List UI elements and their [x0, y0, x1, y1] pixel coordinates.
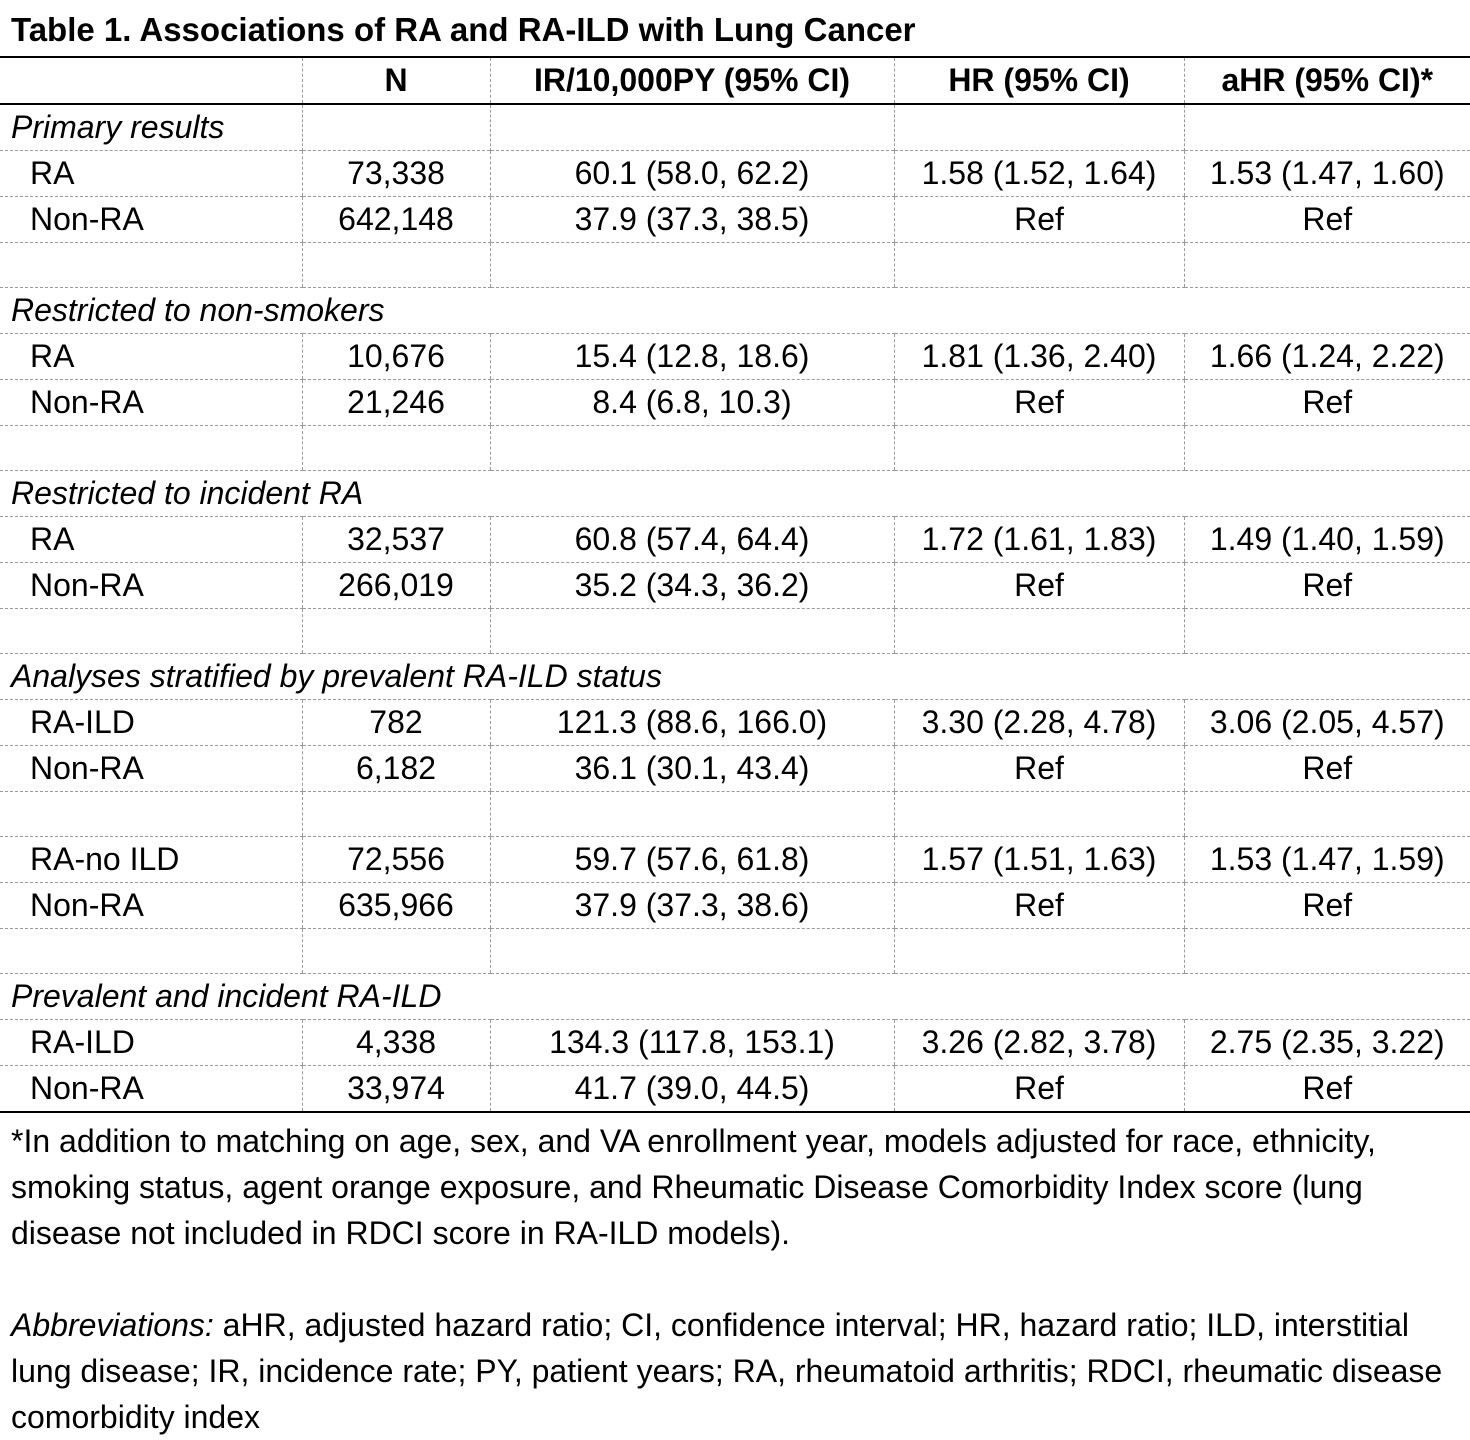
section-label: Prevalent and incident RA-ILD: [11, 978, 442, 1014]
table-row: [0, 883, 1470, 929]
cell-ahr: Ref: [1184, 746, 1470, 792]
cell-ahr: Ref: [1184, 883, 1470, 929]
empty-cell: [490, 792, 894, 837]
table-row: [0, 334, 1470, 380]
empty-cell: [0, 243, 302, 288]
cell-ir: 35.2 (34.3, 36.2): [490, 563, 894, 609]
cell-hr: Ref: [894, 563, 1184, 609]
cell-ahr: Ref: [1184, 380, 1470, 426]
row-label: Non-RA: [0, 746, 302, 792]
empty-cell: [894, 792, 1184, 837]
empty-cell: [894, 426, 1184, 471]
cell-ahr: 2.75 (2.35, 3.22): [1184, 1020, 1470, 1066]
empty-cell: [1184, 609, 1470, 654]
cell-hr: 1.72 (1.61, 1.83): [894, 517, 1184, 563]
row-label: Non-RA: [0, 1066, 302, 1113]
header-cell-ahr: aHR (95% CI)*: [1184, 57, 1470, 104]
cell-ahr: Ref: [1184, 197, 1470, 243]
spacer-row: [0, 609, 1470, 654]
cell-ir: 60.8 (57.4, 64.4): [490, 517, 894, 563]
table-footnote: *In addition to matching on age, sex, and VA enrollment year, models adjusted for race, ethnicity, smoking status, agent orange exposure, and Rheumatic Disease Comorbidity Index score (lung disease not included in RDCI score in RA-ILD models).: [11, 1123, 1376, 1251]
section-row: [0, 974, 1470, 1020]
empty-cell: [490, 243, 894, 288]
spacer-row: [0, 243, 1470, 288]
table-row: [0, 1020, 1470, 1066]
empty-cell: [0, 792, 302, 837]
table-title: Table 1. Associations of RA and RA-ILD with Lung Cancer: [11, 11, 916, 48]
table-row: [0, 563, 1470, 609]
row-label: RA: [0, 517, 302, 563]
empty-cell: [894, 104, 1184, 151]
table-row: [0, 1066, 1470, 1113]
empty-cell: [1184, 471, 1470, 517]
cell-ir: 60.1 (58.0, 62.2): [490, 151, 894, 197]
empty-cell: [1184, 792, 1470, 837]
row-label: Non-RA: [0, 563, 302, 609]
section-row: [0, 471, 1470, 517]
row-label: Non-RA: [0, 380, 302, 426]
cell-n: 72,556: [302, 837, 490, 883]
abbreviations-text: aHR, adjusted hazard ratio; CI, confidence interval; HR, hazard ratio; ILD, interstitial lung disease; IR, incidence rate; PY, patient years; RA, rheumatoid arthritis; RDCI, rheumatic disease comorbidity index: [11, 1307, 1443, 1435]
table-row: [0, 837, 1470, 883]
empty-cell: [490, 288, 894, 334]
cell-n: 10,676: [302, 334, 490, 380]
header-cell-ir: IR/10,000PY (95% CI): [490, 57, 894, 104]
cell-n: 635,966: [302, 883, 490, 929]
spacer-row: [0, 426, 1470, 471]
cell-n: 642,148: [302, 197, 490, 243]
cell-ir: 41.7 (39.0, 44.5): [490, 1066, 894, 1113]
cell-ir: 59.7 (57.6, 61.8): [490, 837, 894, 883]
empty-cell: [302, 243, 490, 288]
empty-cell: [1184, 929, 1470, 974]
cell-ahr: 1.66 (1.24, 2.22): [1184, 334, 1470, 380]
cell-hr: 1.58 (1.52, 1.64): [894, 151, 1184, 197]
header-cell-hr: HR (95% CI): [894, 57, 1184, 104]
empty-cell: [0, 609, 302, 654]
table-row: [0, 517, 1470, 563]
section-row: [0, 104, 1470, 151]
empty-cell: [490, 609, 894, 654]
abbreviations-lead: Abbreviations:: [11, 1307, 214, 1343]
empty-cell: [302, 792, 490, 837]
empty-cell: [1184, 288, 1470, 334]
row-label: RA-ILD: [0, 1020, 302, 1066]
cell-ahr: 1.49 (1.40, 1.59): [1184, 517, 1470, 563]
empty-cell: [0, 426, 302, 471]
table-row: [0, 380, 1470, 426]
empty-cell: [1184, 426, 1470, 471]
cell-hr: Ref: [894, 883, 1184, 929]
abbreviations-note: [11, 1302, 1461, 1440]
cell-n: 73,338: [302, 151, 490, 197]
empty-cell: [302, 609, 490, 654]
header-cell-label: [0, 57, 302, 104]
cell-ir: 8.4 (6.8, 10.3): [490, 380, 894, 426]
cell-hr: Ref: [894, 1066, 1184, 1113]
cell-ir: 121.3 (88.6, 166.0): [490, 700, 894, 746]
section-label: Restricted to incident RA: [11, 475, 364, 511]
empty-cell: [302, 929, 490, 974]
section-label: Restricted to non-smokers: [11, 292, 385, 328]
row-label: RA-ILD: [0, 700, 302, 746]
cell-hr: 3.26 (2.82, 3.78): [894, 1020, 1184, 1066]
empty-cell: [1184, 243, 1470, 288]
cell-hr: 3.30 (2.28, 4.78): [894, 700, 1184, 746]
spacer-row: [0, 792, 1470, 837]
empty-cell: [1184, 654, 1470, 700]
row-label: Non-RA: [0, 883, 302, 929]
section-label: Analyses stratified by prevalent RA-ILD status: [11, 658, 662, 694]
spacer-row: [0, 929, 1470, 974]
empty-cell: [1184, 104, 1470, 151]
row-label: RA: [0, 334, 302, 380]
cell-hr: Ref: [894, 380, 1184, 426]
cell-ir: 134.3 (117.8, 153.1): [490, 1020, 894, 1066]
cell-ir: 36.1 (30.1, 43.4): [490, 746, 894, 792]
cell-ahr: 1.53 (1.47, 1.60): [1184, 151, 1470, 197]
cell-ahr: 1.53 (1.47, 1.59): [1184, 837, 1470, 883]
table-row: [0, 746, 1470, 792]
row-label: Non-RA: [0, 197, 302, 243]
empty-cell: [894, 654, 1184, 700]
empty-cell: [894, 974, 1184, 1020]
empty-cell: [490, 974, 894, 1020]
row-label: RA-no ILD: [0, 837, 302, 883]
cell-n: 21,246: [302, 380, 490, 426]
cell-n: 32,537: [302, 517, 490, 563]
empty-cell: [302, 104, 490, 151]
row-label: RA: [0, 151, 302, 197]
table-row: [0, 151, 1470, 197]
cell-hr: Ref: [894, 197, 1184, 243]
empty-cell: [0, 929, 302, 974]
empty-cell: [894, 929, 1184, 974]
cell-n: 6,182: [302, 746, 490, 792]
cell-ir: 37.9 (37.3, 38.6): [490, 883, 894, 929]
table-row: [0, 197, 1470, 243]
header-row: [0, 57, 1470, 104]
results-table: [0, 56, 1470, 1113]
cell-hr: 1.81 (1.36, 2.40): [894, 334, 1184, 380]
cell-hr: Ref: [894, 746, 1184, 792]
cell-ahr: 3.06 (2.05, 4.57): [1184, 700, 1470, 746]
cell-n: 4,338: [302, 1020, 490, 1066]
cell-ahr: Ref: [1184, 1066, 1470, 1113]
section-label: Primary results: [11, 109, 225, 145]
cell-ahr: Ref: [1184, 563, 1470, 609]
empty-cell: [1184, 974, 1470, 1020]
section-row: [0, 288, 1470, 334]
cell-ir: 15.4 (12.8, 18.6): [490, 334, 894, 380]
empty-cell: [490, 426, 894, 471]
header-cell-n: N: [302, 57, 490, 104]
cell-ir: 37.9 (37.3, 38.5): [490, 197, 894, 243]
empty-cell: [894, 471, 1184, 517]
section-row: [0, 654, 1470, 700]
empty-cell: [490, 104, 894, 151]
cell-n: 33,974: [302, 1066, 490, 1113]
cell-n: 782: [302, 700, 490, 746]
empty-cell: [894, 288, 1184, 334]
empty-cell: [490, 929, 894, 974]
empty-cell: [302, 426, 490, 471]
empty-cell: [894, 609, 1184, 654]
table-row: [0, 700, 1470, 746]
empty-cell: [894, 243, 1184, 288]
cell-hr: 1.57 (1.51, 1.63): [894, 837, 1184, 883]
cell-n: 266,019: [302, 563, 490, 609]
empty-cell: [490, 471, 894, 517]
